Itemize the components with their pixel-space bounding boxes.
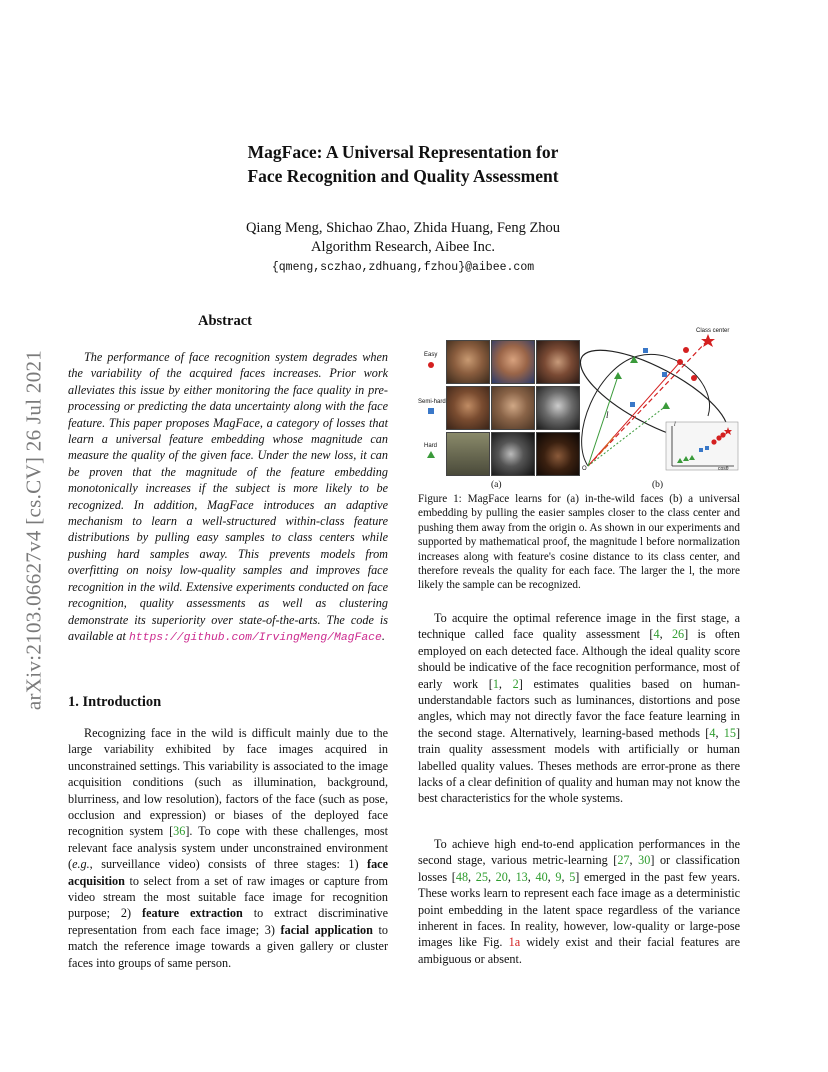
figure-1 [418,326,740,496]
authors: Qiang Meng, Shichao Zhao, Zhida Huang, Feng Zhou [245,220,561,236]
inset-semi-2 [705,446,709,450]
easy-point-3 [683,347,689,353]
right-paragraph-1: To acquire the optimal reference image in the first stage, a technique called face quality assessment [4, 26] is often employed on each detected face. Although the ideal quality score should be indicative of the face recognition performance, most of early work [1, 2] estimates qualities based on human-understandable factors such as luminances, distortions and pose angles, which may not directly favor the face feature learning in the second stage. Alternatively, learning-based methods [4, 15] train quality assessment models with artificially or human labelled quality values. Theses methods are error-prone as there lacks of a clear definition of quality and human may not know the best characteristics for the whole systems. [418,611,741,806]
arxiv-id-text: arXiv:2103.06627v4 [cs.CV] 26 Jul 2021 [21,349,46,711]
citation-1[interactable]: 1 [492,676,499,691]
intro-paragraph [68,725,388,971]
term-face-acquisition: face acquisition [68,857,388,888]
inset-easy-3 [720,432,725,437]
easy-point-1 [677,359,683,365]
intro-eg: e.g. [72,857,90,872]
intro-heading: 1. Introduction [68,694,162,710]
intro-text-5: to extract discriminative representation from each face image; 3) [68,906,388,937]
paper-title-line-1: MagFace: A Universal Representation for [247,142,559,162]
inset-box [666,422,738,470]
intro-text-2: ]. To cope with these challenges, most relevant face analysis system under unconstrained environment ( [68,824,388,872]
rp2-text-3: ] emerged in the past few years. These works learn to represent each face image as a deterministic point embedding in the latent space regardless of the variance inherent in faces. In reality, however, low-quality or large-pose images like Fig. [418,869,741,950]
citation-26[interactable]: 26 [671,627,685,642]
rp1-text-2: ] is often employed on each detected face. Although the ideal quality score should be indicative of the face recognition performance, most of early work [ [418,627,741,691]
subfigure-b-label: (b) [652,480,664,490]
abstract-text: The performance of face recognition system degrades when the variability of the acquired faces increases. Prior work alleviates this issue by either monitoring the face quality in pre-processing or predicting the data uncertainty along with the face feature. This paper proposes MagFace, a category of losses that learn a universal feature embedding whose magnitude can measure the quality of the given face. Under the new loss, it can be proven that the magnitude of the feature embedding monotonically increases if the subject is more likely to be recognized. In addition, MagFace introduces an adaptive mechanism to learn a well-structured within-class feature distributions by pulling easy samples to class centers while pushing hard samples away. This prevents models from overfitting on noisy low-quality samples and improves face recognition in the wild. Extensive experiments conducted on face recognition, quality assessments as well as clustering demonstrate its superiority over state-of-the-arts. The code is available at [68,350,388,643]
rp2-text-1: To achieve high end-to-end application performances in the second stage, various metric-learning [ [418,837,740,868]
email: {qmeng,sczhao,zdhuang,fzhou}@aibee.com [271,261,535,274]
figure-1-caption: Figure 1: MagFace learns for (a) in-the-wild faces (b) a universal embedding by pulling the easier samples closer to the class center and pushing them away from the origin o. As shown in our experiments and supported by mathematical proof, the magnitude l before normalization increases along with feature's cosine distance to its class center, and therefore reveals the quality for each face. The larger the l, the more likely the sample can be recognized. [418,493,740,592]
rp2-text-4: widely exist and their facial features are ambiguous or absent. [418,935,741,966]
row-label-hard: Hard [424,443,438,449]
hard-point-3 [630,356,638,363]
semi-point-2 [662,372,667,377]
abstract-heading: Abstract [198,313,252,329]
magnitude-label: l [606,410,609,420]
citation-4b[interactable]: 4 [709,725,716,740]
inset-semi-1 [699,448,703,452]
citation-20[interactable]: 20 [495,869,508,884]
embedding-diagram [418,326,740,496]
hard-point-2 [662,402,670,409]
inset-x-label: cosθ [718,466,729,472]
abstract-body: The performance of face recognition system degrades when the variability of the acquired faces increases. Prior work alleviates this issue by either monitoring the face quality in pre-processing or predicting the data uncertainty along with the face feature. This paper proposes MagFace, a category of losses that learn a universal feature embedding whose magnitude can measure the quality of the given face. Under the new loss, it can be proven that the magnitude of the feature embedding monotonically increases if the subject is more likely to be recognized. In addition, MagFace introduces an adaptive mechanism to learn a well-structured within-class feature distributions by pulling easy samples to class centers while pushing hard samples away. This prevents models from overfitting on noisy low-quality samples and improves face recognition in the wild. Extensive experiments conducted on face recognition, quality assessments as well as clustering demonstrate its superiority over state-of-the-arts. The code is available at https://github.com/IrvingMeng/MagFace. [68,350,388,644]
citation-4[interactable]: 4 [653,627,660,642]
citation-27[interactable]: 27 [617,853,630,868]
right-paragraph-2: To achieve high end-to-end application performances in the second stage, various metric-learning [27, 30] or classification losses [48, 25, 20, 13, 40, 9, 5] emerged in the past few years. These works learn to represent each face image as a deterministic point embedding in the latent space regardless of the variance inherent in faces. In reality, however, low-quality or large-pose images like Fig. 1a widely exist and their facial features are ambiguous or absent. [418,837,741,966]
figure-ref-1a[interactable]: 1a [508,935,521,950]
inset-y-label: l [674,422,676,428]
class-center-star-icon [701,334,715,347]
intro-text-6: to match the reference image towards a given gallery or cluster faces into groups of same person. [68,922,389,970]
citation-15[interactable]: 15 [723,725,736,740]
hard-point-1 [614,372,622,379]
citation-2[interactable]: 2 [512,676,519,691]
term-facial-application: facial application [280,922,373,937]
citation-5[interactable]: 5 [569,869,576,884]
intro-text-1: Recognizing face in the wild is difficult mainly due to the large variability exhibited by face images acquired in unconstrained settings. This variability is associated to the image acquisition conditions (such as illumination, background, blurriness, and low resolution), factors of the face (such as pose, occlusion and expression) or biases of the deployed face recognition system [ [68,726,388,839]
intro-text-4: to select from a set of raw images or capture from video stream the most suitable face image for recognition purpose; 2) [68,873,388,921]
easy-point-2 [691,375,697,381]
class-center-label: Class center [696,328,730,334]
citation-30[interactable]: 30 [638,853,651,868]
rp1-text-3: ] estimates qualities based on human-understandable factors such as luminances, distortions and pose angles, which may not directly favor the face feature learning in the second stage. Alternatively, learning-based methods [ [418,676,741,740]
subfigure-a-label: (a) [491,480,502,490]
origin-label: O [582,466,587,472]
citation-40[interactable]: 40 [535,869,548,884]
citation-48[interactable]: 48 [455,869,469,884]
feature-vector-green-2 [588,406,666,466]
citation-36[interactable]: 36 [173,824,186,839]
paper-title-line-2: Face Recognition and Quality Assessment [247,166,559,186]
semi-point-3 [630,402,635,407]
rp1-text-4: ] train quality assessment models with artificially or human labelled quality values. Theses methods are error-prone as there lacks of a clear definition of quality and human may not know the best characteristics for the whole systems. [418,725,740,806]
inset-easy-1 [711,439,716,444]
rp2-text-2: ] or classification losses [ [418,853,740,884]
arxiv-side-label [14,300,54,760]
intro-text-3: , surveillance video) consists of three stages: 1) [89,857,368,872]
citation-9[interactable]: 9 [555,869,562,884]
feature-vector-green [588,376,618,466]
affiliation: Algorithm Research, Aibee Inc. [310,239,495,255]
semi-point-1 [643,348,648,353]
code-link[interactable]: https://github.com/IrvingMeng/MagFace [128,631,382,644]
citation-25[interactable]: 25 [475,869,488,884]
rp1-text-1: To acquire the optimal reference image in the first stage, a technique called face quality assessment [ [418,611,740,642]
term-feature-extraction: feature extraction [142,906,243,921]
row-label-easy: Easy [424,352,438,358]
citation-13[interactable]: 13 [515,869,528,884]
row-label-semi-hard: Semi-hard [418,399,446,405]
